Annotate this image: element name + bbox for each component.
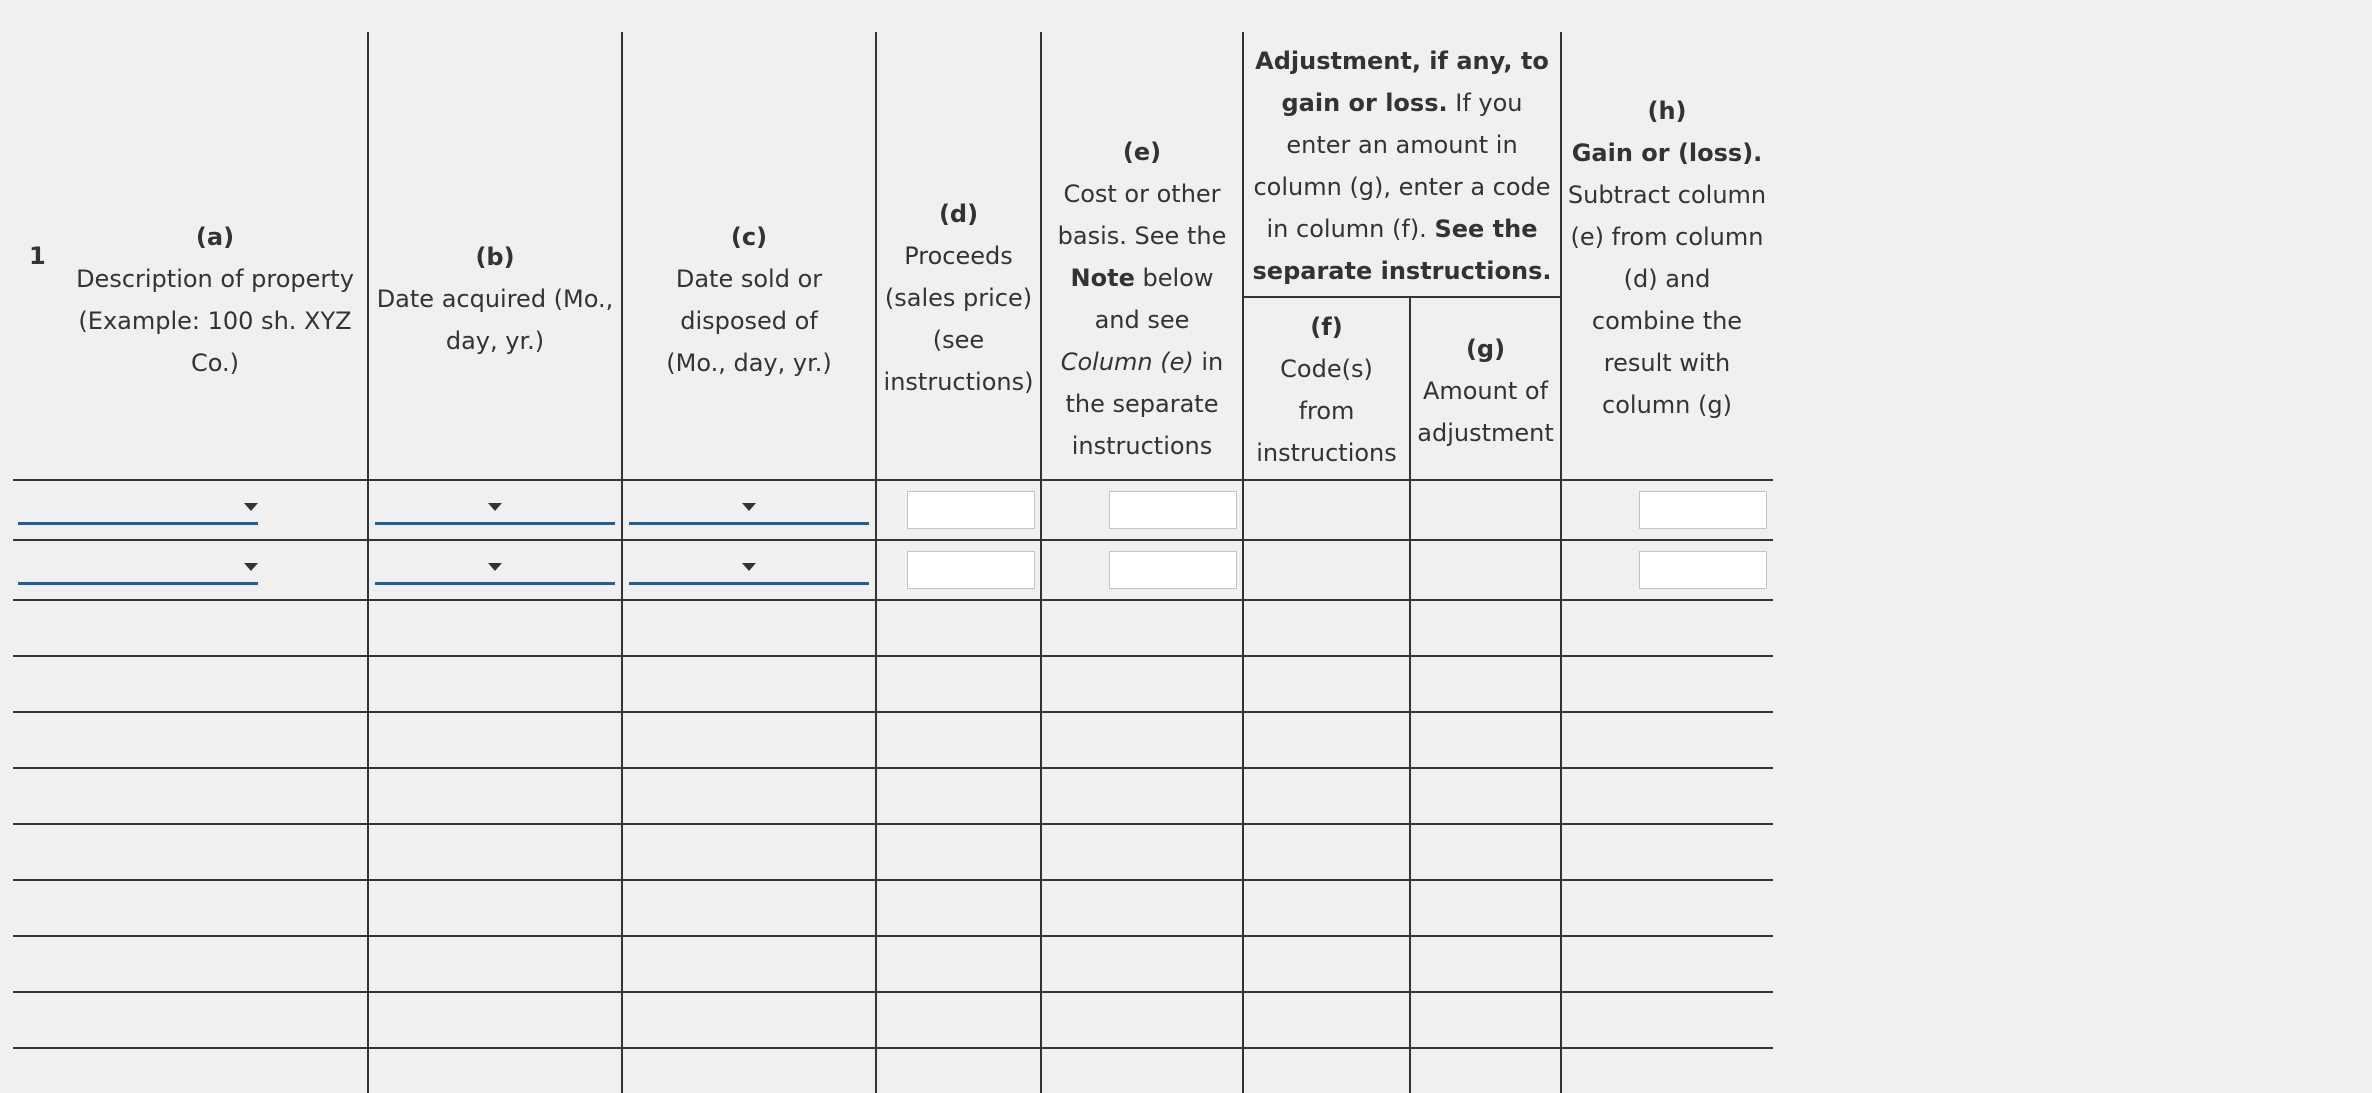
column-d-line1: Proceeds: [904, 242, 1013, 270]
column-b-line2: day, yr.): [445, 327, 545, 355]
column-e-italic: Column (e): [1060, 348, 1194, 376]
column-g-line2: adjustment: [1417, 419, 1554, 447]
column-h-line1: Gain or (loss).: [1571, 139, 1763, 167]
row-divider: [13, 823, 1773, 825]
row2-proceeds-input[interactable]: [907, 551, 1035, 589]
adjustment-line2-rest: If you: [1447, 89, 1523, 117]
column-e-line5-rest: in: [1193, 348, 1224, 376]
column-c-header: [623, 216, 875, 384]
column-e-line5: [1042, 341, 1242, 383]
column-b-header: [369, 236, 621, 362]
row1-proceeds-input[interactable]: [907, 491, 1035, 529]
column-g-line1: Amount of: [1422, 377, 1549, 405]
row-divider: [13, 711, 1773, 713]
column-h-line4: (d) and: [1623, 265, 1711, 293]
adjustment-line5-rest: in column (f).: [1266, 215, 1435, 243]
adjustment-line5-bold: See the: [1434, 215, 1538, 243]
column-b-line1: Date acquired (Mo.,: [376, 285, 614, 313]
adjustment-line6: separate instructions.: [1252, 257, 1552, 285]
column-f-line1: Code(s): [1280, 355, 1373, 383]
column-d-line4: instructions): [883, 368, 1034, 396]
column-c-line1: Date sold or: [675, 265, 823, 293]
column-f-header: [1244, 306, 1409, 474]
column-e-letter: (e): [1122, 138, 1162, 166]
column-a-line2: (Example: 100 sh. XYZ: [78, 307, 352, 335]
column-h-line2: Subtract column: [1567, 181, 1767, 209]
column-d-letter: (d): [938, 200, 979, 228]
column-e-header: [1042, 131, 1242, 467]
adjustment-line4: column (g), enter a code: [1253, 173, 1551, 201]
row-divider: [13, 1047, 1773, 1049]
column-g-letter: (g): [1465, 335, 1506, 363]
column-divider: [367, 32, 369, 1093]
chevron-down-icon: [488, 503, 502, 511]
row1-date-sold-dropdown[interactable]: [629, 489, 869, 525]
row-divider: [13, 655, 1773, 657]
adjustment-line1: Adjustment, if any, to: [1255, 47, 1549, 75]
row1-gain-loss-input[interactable]: [1639, 491, 1767, 529]
column-c-line2: disposed of: [680, 307, 818, 335]
chevron-down-icon: [244, 503, 258, 511]
row-divider: [13, 767, 1773, 769]
adjustment-line2: [1244, 82, 1560, 124]
adjustment-group-divider: [1243, 296, 1561, 298]
column-c-letter: (c): [730, 223, 768, 251]
row-divider: [13, 599, 1773, 601]
adjustment-group-header: [1244, 40, 1560, 292]
column-f-line3: instructions: [1256, 439, 1397, 467]
column-a-header: [70, 216, 360, 384]
column-e-line6: the separate: [1065, 390, 1219, 418]
row1-date-acquired-dropdown[interactable]: [375, 489, 615, 525]
row1-cost-input[interactable]: [1109, 491, 1237, 529]
column-h-line3: (e) from column: [1570, 223, 1764, 251]
chevron-down-icon: [488, 563, 502, 571]
chevron-down-icon: [244, 563, 258, 571]
column-e-line1: Cost or other: [1063, 180, 1221, 208]
row-divider: [13, 991, 1773, 993]
adjustment-line2-bold: gain or loss.: [1281, 89, 1448, 117]
column-e-note-bold: Note: [1070, 264, 1135, 292]
row2-description-dropdown[interactable]: [18, 549, 258, 585]
column-divider: [621, 32, 623, 1093]
line-number: 1: [29, 242, 46, 270]
column-b-letter: (b): [475, 243, 515, 271]
column-d-line3: (see: [932, 326, 985, 354]
column-e-line2: basis. See the: [1057, 222, 1227, 250]
column-divider: [875, 32, 877, 1093]
column-e-line3-rest: below: [1134, 264, 1214, 292]
adjustment-line5: [1244, 208, 1560, 250]
column-e-line4: and see: [1094, 306, 1190, 334]
row-divider: [13, 879, 1773, 881]
row2-cost-input[interactable]: [1109, 551, 1237, 589]
column-h-line6: result with: [1603, 349, 1731, 377]
chevron-down-icon: [742, 563, 756, 571]
column-a-letter: (a): [195, 223, 235, 251]
row1-description-dropdown[interactable]: [18, 489, 258, 525]
column-f-line2: from: [1298, 397, 1355, 425]
row2-gain-loss-input[interactable]: [1639, 551, 1767, 589]
chevron-down-icon: [742, 503, 756, 511]
row-divider: [13, 935, 1773, 937]
column-c-line3: (Mo., day, yr.): [666, 349, 832, 377]
column-a-line1: Description of property: [76, 265, 354, 293]
row-divider: [13, 539, 1773, 541]
column-e-line7: instructions: [1071, 432, 1213, 460]
column-e-line3: [1042, 257, 1242, 299]
column-h-letter: (h): [1647, 97, 1687, 125]
column-h-line5: combine the: [1591, 307, 1743, 335]
adjustment-line3: enter an amount in: [1286, 131, 1518, 159]
column-d-header: [877, 193, 1040, 403]
column-g-header: [1411, 328, 1560, 454]
row-divider: [13, 479, 1773, 481]
column-a-line3: Co.): [190, 349, 239, 377]
row2-date-acquired-dropdown[interactable]: [375, 549, 615, 585]
row2-date-sold-dropdown[interactable]: [629, 549, 869, 585]
column-h-line7: column (g): [1602, 391, 1732, 419]
column-h-header: [1562, 90, 1772, 426]
column-f-letter: (f): [1310, 313, 1343, 341]
column-d-line2: (sales price): [884, 284, 1033, 312]
